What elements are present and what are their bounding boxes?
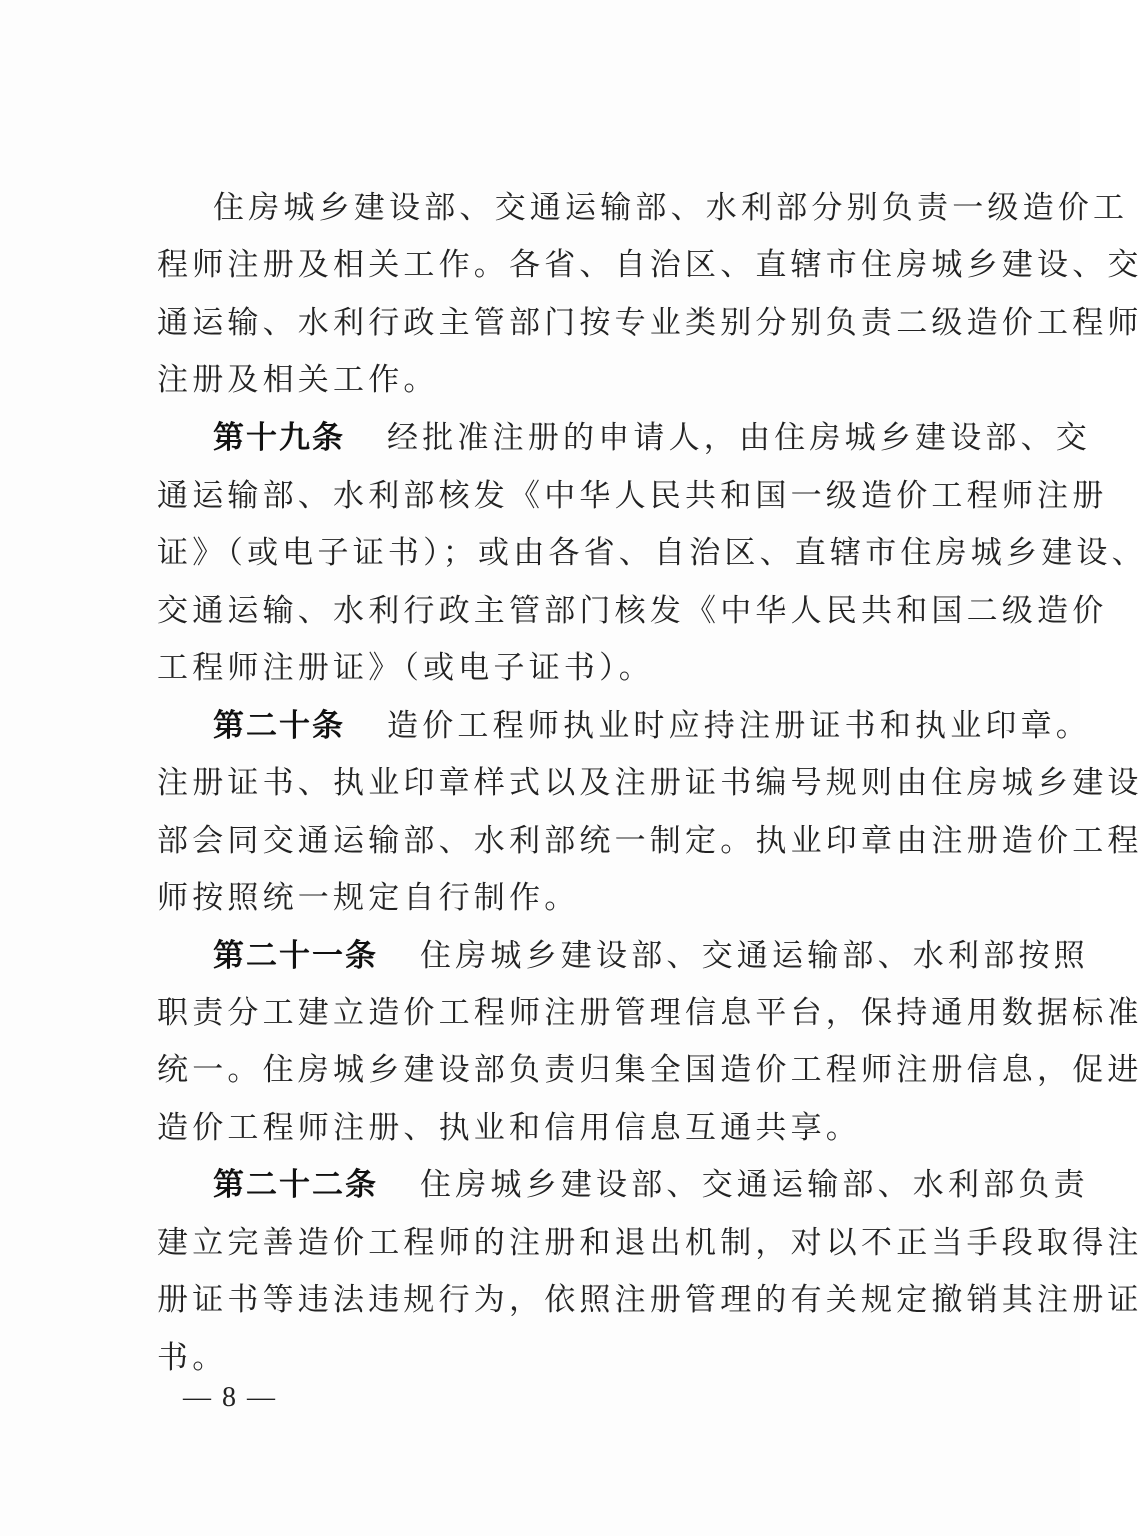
text-line: 册证书等违法违规行为，依照注册管理的有关规定撤销其注册证 [157,1282,1143,1318]
text-line: 注册及相关工作。 [157,362,439,398]
article-20-first-line: 第二十条 造价工程师执业时应持注册证书和执业印章。 [213,708,1091,744]
article-22-first-line: 第二十二条 住房城乡建设部、交通运输部、水利部负责 [213,1167,1089,1203]
text-line: 交通运输、水利行政主管部门核发《中华人民共和国二级造价 [157,593,1108,629]
text-line: 部会同交通运输部、水利部统一制定。执业印章由注册造价工程 [157,823,1143,859]
text-line: 住房城乡建设部、交通运输部、水利部分别负责一级造价工 [213,190,1129,226]
article-heading: 第二十一条 [213,938,378,974]
article-19-first-line: 第十九条 经批准注册的申请人，由住房城乡建设部、交 [213,420,1091,456]
article-heading: 第二十二条 [213,1167,378,1203]
text-line: 建立完善造价工程师的注册和退出机制，对以不正当手段取得注 [157,1225,1143,1261]
article-heading: 第十九条 [213,420,345,456]
text-line: 通运输、水利行政主管部门按专业类别分别负责二级造价工程师 [157,305,1143,341]
article-21-first-line: 第二十一条 住房城乡建设部、交通运输部、水利部按照 [213,938,1089,974]
text-line: 通运输部、水利部核发《中华人民共和国一级造价工程师注册 [157,478,1108,514]
text-line: 职责分工建立造价工程师注册管理信息平台，保持通用数据标准 [157,995,1143,1031]
text-line: 证》（或电子证书）；或由各省、自治区、直辖市住房城乡建设、 [157,535,1147,571]
text-line: 程师注册及相关工作。各省、自治区、直辖市住房城乡建设、交 [157,247,1143,283]
text-line: 统一。住房城乡建设部负责归集全国造价工程师注册信息，促进 [157,1052,1143,1088]
text-line: 工程师注册证》（或电子证书）。 [157,650,654,686]
page-number: — 8 — [183,1382,277,1413]
text-line: 师按照统一规定自行制作。 [157,880,580,916]
text-line: 书。 [157,1340,228,1376]
text-line: 造价工程师注册、执业和信用信息互通共享。 [157,1110,861,1146]
text-line: 注册证书、执业印章样式以及注册证书编号规则由住房城乡建设 [157,765,1143,801]
article-heading: 第二十条 [213,708,345,744]
